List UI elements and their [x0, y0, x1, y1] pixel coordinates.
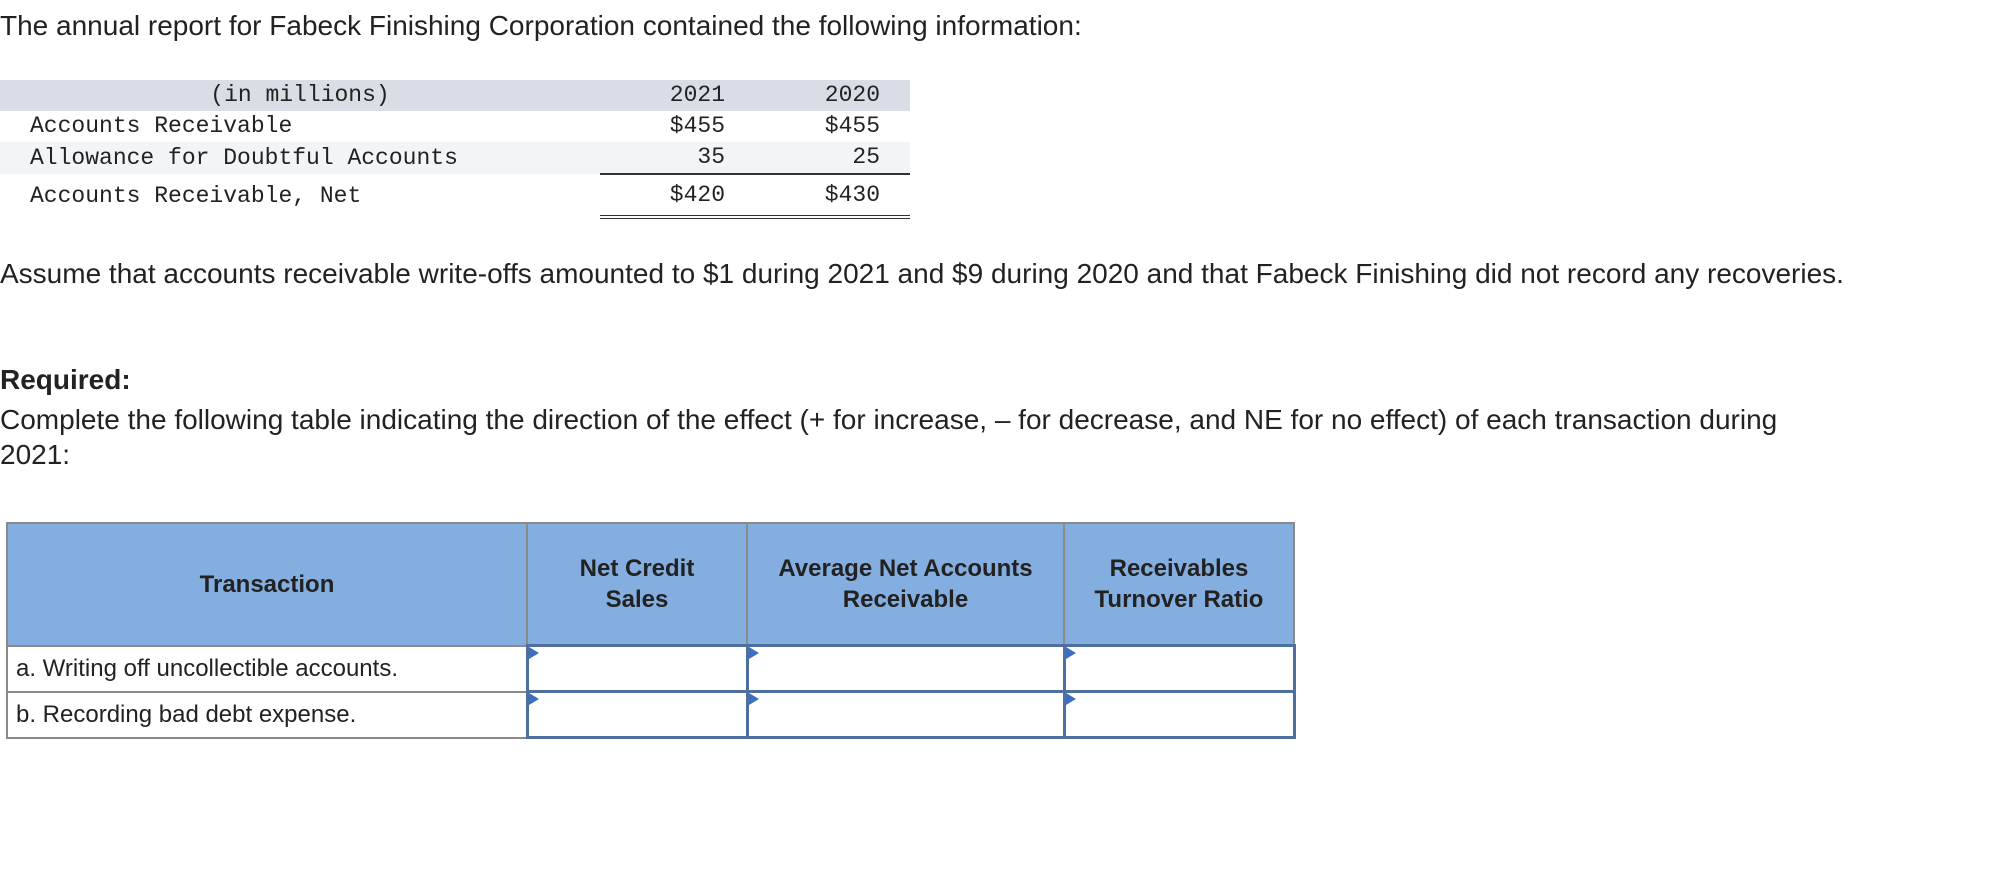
- answer-table: [6, 522, 1296, 739]
- header-turnover-ratio: [1064, 523, 1294, 646]
- header-line: Turnover Ratio: [1094, 586, 1264, 613]
- header-transaction: [7, 523, 527, 646]
- row-label: Accounts Receivable: [30, 113, 293, 139]
- transaction-label: a. Writing off uncollectible accounts.: [7, 646, 527, 692]
- header-line: Average Net Accounts: [778, 555, 1033, 582]
- header-transaction-label: Transaction: [199, 570, 335, 598]
- financial-header-row: [0, 80, 910, 111]
- financial-row-allowance: [0, 142, 910, 174]
- header-average-net-ar: [747, 523, 1064, 646]
- year-2021-header: 2021: [600, 80, 755, 111]
- financial-row-accounts-receivable: [0, 111, 910, 142]
- average-net-ar-dropdown[interactable]: [747, 646, 1064, 692]
- transaction-label: b. Recording bad debt expense.: [7, 692, 527, 738]
- value-2021: $420: [600, 174, 755, 217]
- net-credit-sales-dropdown[interactable]: [527, 692, 747, 738]
- dropdown-marker-icon: [529, 693, 539, 705]
- dropdown-marker-icon: [1066, 647, 1076, 659]
- row-label: Allowance for Doubtful Accounts: [0, 142, 600, 174]
- header-line: Receivable: [842, 586, 969, 613]
- value-2021: $455: [669, 113, 725, 139]
- answer-header-row: [7, 523, 1294, 646]
- turnover-ratio-dropdown[interactable]: [1064, 692, 1294, 738]
- dropdown-marker-icon: [749, 693, 759, 705]
- turnover-ratio-dropdown[interactable]: [1064, 646, 1294, 692]
- intro-text: The annual report for Fabeck Finishing Corporation contained the following information:: [0, 10, 1082, 41]
- value-2021: 35: [600, 142, 755, 174]
- header-net-credit-sales: [527, 523, 747, 646]
- header-line: Receivables: [1109, 555, 1249, 582]
- financial-row-net-ar: [0, 174, 910, 217]
- unit-label: (in millions): [0, 80, 600, 111]
- answer-row-b: [7, 692, 1294, 738]
- header-line: Sales: [605, 586, 669, 613]
- average-net-ar-dropdown[interactable]: [747, 692, 1064, 738]
- net-credit-sales-dropdown[interactable]: [527, 646, 747, 692]
- value-2020: $455: [824, 113, 880, 139]
- row-label: Accounts Receivable, Net: [30, 182, 362, 209]
- dropdown-marker-icon: [529, 647, 539, 659]
- header-line: Net Credit: [579, 555, 695, 582]
- financial-info-table: [0, 80, 910, 219]
- dropdown-marker-icon: [1066, 693, 1076, 705]
- assumption-text: Assume that accounts receivable write-offs amounted to $1 during 2021 and $9 during 2020 and that Fabeck Finishing did not record any recoveries.: [0, 258, 1844, 289]
- dropdown-marker-icon: [749, 647, 759, 659]
- value-2020: $430: [755, 174, 910, 217]
- required-label: Required:: [0, 364, 131, 395]
- instructions-text: Complete the following table indicating the direction of the effect (+ for increase, – for decrease, and NE for no effect) of each transaction during 2021:: [0, 404, 1778, 470]
- value-2020: 25: [755, 142, 910, 174]
- answer-row-a: [7, 646, 1294, 692]
- year-2020-header: 2020: [755, 80, 910, 111]
